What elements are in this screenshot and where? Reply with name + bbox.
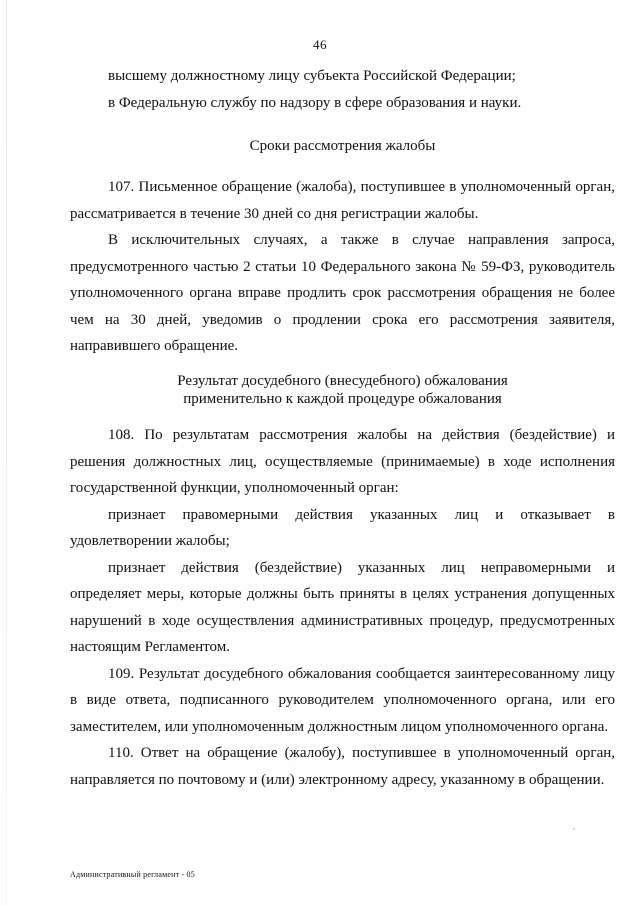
text-line: высшему должностному лицу субъекта Российской Федерации;: [108, 68, 516, 84]
scan-edge: [6, 0, 7, 905]
top-lines: [70, 63, 615, 116]
paragraph-108-a: признает правомерными действия указанных лиц и отказывает в удовлетворении жалобы;: [70, 506, 615, 549]
section-deadlines: [70, 174, 615, 360]
scan-speck: [573, 828, 575, 830]
footer-label: Административный регламент - 05: [70, 870, 195, 879]
heading-line: применительно к каждой процедуре обжалования: [183, 391, 502, 407]
paragraph-109: 109. Результат досудебного обжалования сообщается заинтересованному лицу в виде ответа, подписанного руководителем уполномоченного органа, или его заместителем, или уполномоченным должностным лицом уполномоченного органа.: [70, 665, 615, 735]
section-result: [70, 422, 615, 793]
paragraph-exception: В исключительных случаях, а также в случае направления запроса, предусмотренного частью 2 статьи 10 Федерального закона № 59-ФЗ, руководитель уполномоченного органа вправе продлить срок рассмотрения обращения не более чем на 30 дней, уведомив о продлении срока его рассмотрения заявителя, направившего обращение.: [70, 232, 615, 354]
paragraph-108: 108. По результатам рассмотрения жалобы на действия (бездействие) и решения должностных лиц, осуществляемые (принимаемые) в ходе исполнения государственной функции, уполномоченный орган:: [70, 427, 615, 496]
paragraph-110: 110. Ответ на обращение (жалобу), поступившее в уполномоченный орган, направляется по почтовому и (или) электронному адресу, указанному в обращении.: [70, 745, 615, 788]
paragraph-107: 107. Письменное обращение (жалоба), поступившее в уполномоченный орган, рассматривается в течение 30 дней со дня регистрации жалобы.: [70, 179, 615, 222]
section-heading-result: [70, 372, 615, 408]
text-line: в Федеральную службу по надзору в сфере образования и науки.: [108, 94, 522, 111]
heading-line: Результат досудебного (внесудебного) обжалования: [177, 373, 508, 389]
paragraph-108-b: признает действия (бездействие) указанных лиц неправомерными и определяет меры, которые должны быть приняты в целях устранения допущенных нарушений в ходе осуществления административных процедур, предусмотренных настоящим Регламентом.: [70, 559, 615, 655]
section-heading-deadlines: Сроки рассмотрения жалобы: [249, 138, 436, 154]
page-number: 46: [313, 37, 327, 52]
